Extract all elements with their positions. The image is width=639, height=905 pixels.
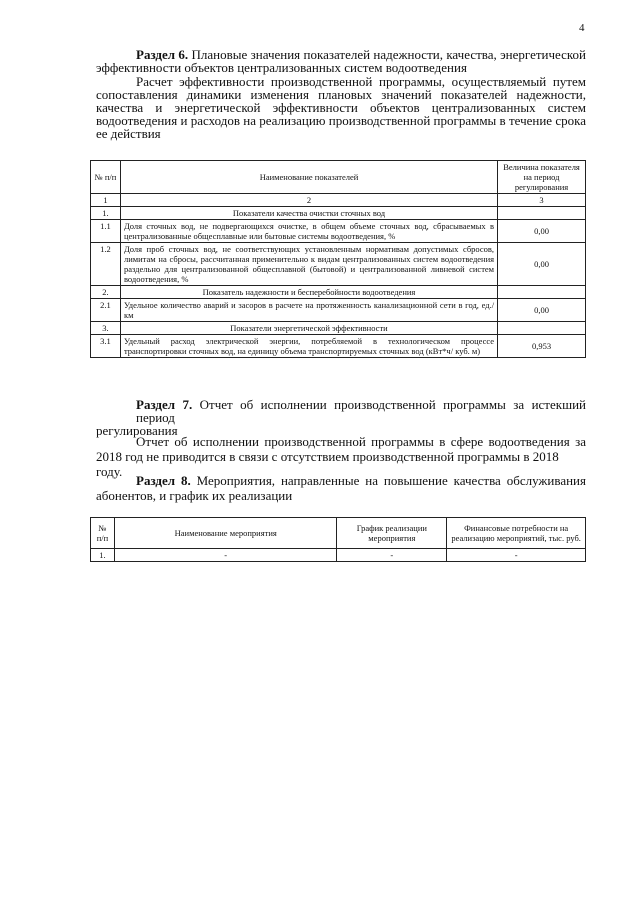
t1-group-title: Показатели энергетической эффективности (120, 322, 497, 335)
section8-heading (96, 473, 586, 503)
t1-row-num: 1.2 (91, 243, 121, 286)
section6-para-line: ее действия (96, 126, 161, 141)
t1-row (91, 335, 586, 358)
t1-row-num: 1.1 (91, 220, 121, 243)
t1-row-name: Удельный расход электрической энергии, потребляемой в технологическом процессе транспортировки сточных вод, на единицу объема транспортируемых сточных вод (кВт*ч/ куб. м) (120, 335, 497, 358)
t1-group-num: 3. (91, 322, 121, 335)
t1-row-name: Доля проб сточных вод, не соответствующих установленным нормативам допустимых сбросов, лимитам на сбросы, рассчитанная применительно к видам централизованных систем водоотведения раздельно для централизованной общесплавной (бытовой) и централизованной ливневой систем водоотведения, % (120, 243, 497, 286)
t2-header-name: Наименование мероприятия (114, 518, 336, 549)
section7-heading-label: Раздел 7. (136, 397, 193, 412)
section6-para-line: Расчет эффективности производственной программы, осуществляемый путем (136, 74, 586, 89)
t1-header-row (91, 161, 586, 194)
t1-row (91, 220, 586, 243)
t1-row-num: 3.1 (91, 335, 121, 358)
measures-table (90, 517, 586, 562)
t1-group-title: Показатель надежности и бесперебойности водоотведения (120, 286, 497, 299)
section7-heading (96, 398, 586, 437)
t1-group-row (91, 322, 586, 335)
t2-row-schedule: - (337, 549, 447, 562)
section7-heading-text: Отчет об исполнении производственной программы за истекший период (136, 397, 586, 425)
t1-group-num: 2. (91, 286, 121, 299)
t1-header-name: Наименование показателей (120, 161, 497, 194)
section6-heading-line2: эффективности объектов централизованных систем водоотведения (96, 60, 467, 75)
section7-heading-line2: регулирования (96, 423, 178, 438)
section7-para-line1: Отчет об исполнении производственной программы в сфере водоотведения за (136, 434, 586, 449)
t2-row-name: - (114, 549, 336, 562)
indicators-table (90, 160, 586, 358)
section8-heading-text: Мероприятия, направленные на повышение качества обслуживания (190, 473, 586, 488)
t1-header-num: № п/п (91, 161, 121, 194)
section7-para-line2: 2018 год не приводится в связи с отсутствием производственной программы в 2018 году. (96, 449, 559, 479)
t1-row-value: 0,00 (498, 299, 586, 322)
t1-colnum: 3 (498, 194, 586, 207)
t2-header-num: № п/п (91, 518, 115, 549)
section6-heading-label: Раздел 6. (136, 47, 189, 62)
section6-para-line: водоотведения и расходов на реализацию производственной программы в течение срока (96, 113, 586, 128)
t2-row-num: 1. (91, 549, 115, 562)
t1-row-name: Удельное количество аварий и засоров в расчете на протяженность канализационной сети в год, ед./км (120, 299, 497, 322)
t1-group-value (498, 286, 586, 299)
t1-group-title: Показатели качества очистки сточных вод (120, 207, 497, 220)
t1-row-value: 0,00 (498, 243, 586, 286)
section6-para-line: качества и энергетической эффективности объектов централизованных систем (96, 100, 586, 115)
t1-colnum: 1 (91, 194, 121, 207)
section6-para-line: сопоставления динамики изменения плановых значений показателей надежности, (96, 87, 586, 102)
t1-row-name: Доля сточных вод, не подвергающихся очистке, в общем объеме сточных вод, сбрасываемых в централизованные общесплавные или бытовые системы водоотведения, % (120, 220, 497, 243)
t1-colnum-row (91, 194, 586, 207)
t2-row-finance: - (447, 549, 586, 562)
section8-heading-line2: абонентов, и график их реализации (96, 488, 293, 503)
t1-header-value: Величина показателя на период регулирования (498, 161, 586, 194)
t1-row-num: 2.1 (91, 299, 121, 322)
section6-heading (96, 48, 586, 74)
t2-header-schedule: График реализации мероприятия (337, 518, 447, 549)
t1-row-value: 0,00 (498, 220, 586, 243)
t1-group-row (91, 207, 586, 220)
t1-row (91, 243, 586, 286)
section6-paragraph (96, 75, 586, 140)
t2-row (91, 549, 586, 562)
t1-row (91, 299, 586, 322)
t2-header-finance: Финансовые потребности на реализацию мероприятий, тыс. руб. (447, 518, 586, 549)
t1-group-row (91, 286, 586, 299)
t1-group-value (498, 322, 586, 335)
section6-heading-text: Плановые значения показателей надежности, качества, энергетической (188, 47, 586, 62)
t1-group-num: 1. (91, 207, 121, 220)
section8-heading-label: Раздел 8. (136, 473, 191, 488)
t1-group-value (498, 207, 586, 220)
t1-row-value: 0,953 (498, 335, 586, 358)
t1-colnum: 2 (120, 194, 497, 207)
page-number: 4 (579, 22, 585, 34)
